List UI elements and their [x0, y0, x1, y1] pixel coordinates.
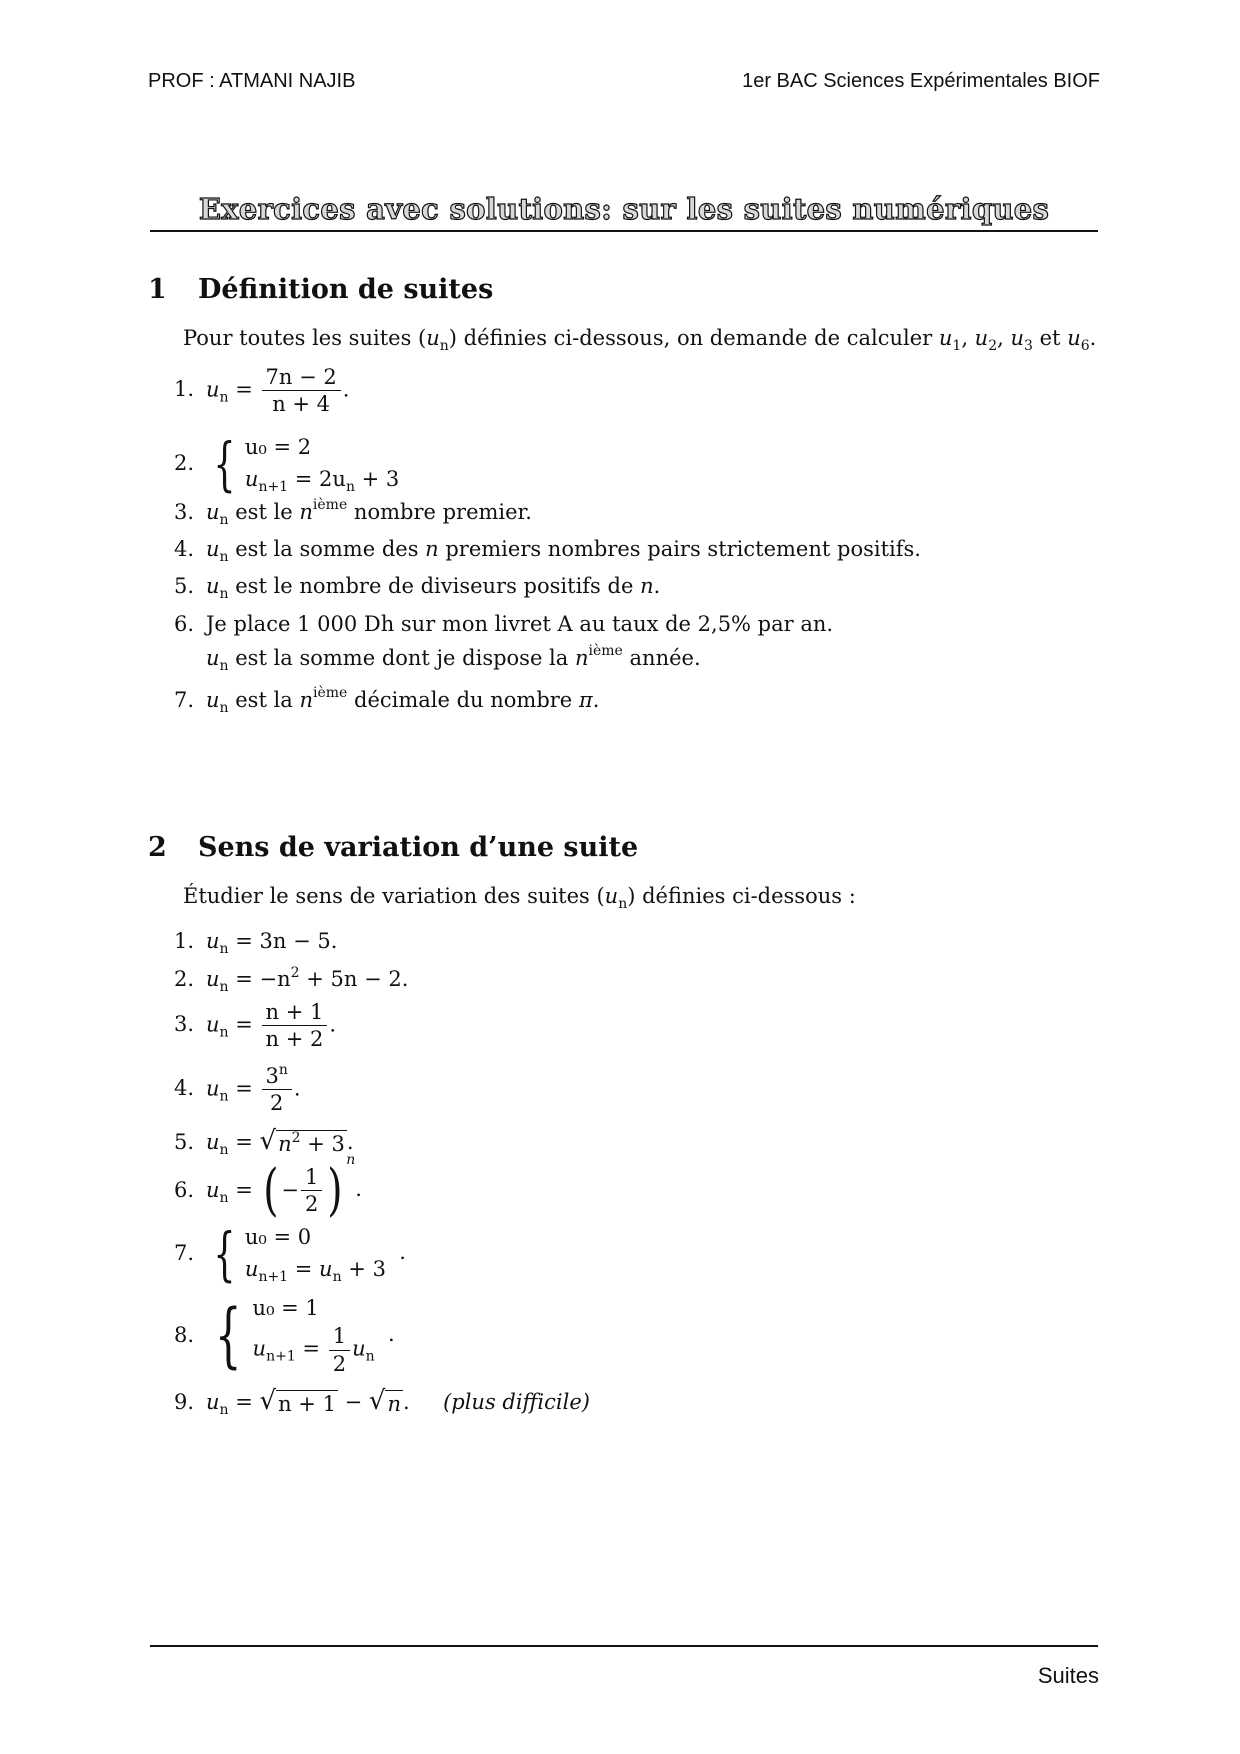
list-item: 3. $u_n$ est le $n^{ième}$ nombre premier.	[174, 497, 532, 528]
square-root: √ n	[368, 1386, 401, 1416]
fraction: $\frac{1}{2}$	[301, 1164, 322, 1218]
list-item: 2. $u_n = -n^2 + 5n - 2$.	[174, 965, 409, 995]
list-item: 8. { u₀ = 1 $u_{n+1}$ = $\frac{1}{2}$ $u_n$ .	[174, 1294, 395, 1377]
fraction: $\frac{7n - 2}{n + 4}$	[262, 364, 341, 418]
fraction: $\frac{3^n}{2}$	[262, 1063, 292, 1117]
list-item: 4. $u_n$ est la somme des n premiers nombres pairs strictement positifs.	[174, 537, 921, 565]
footer-rule	[150, 1645, 1098, 1647]
list-item-continuation: $u_n$ est la somme dont je dispose la $n^{ième}$ année.	[206, 643, 701, 674]
list-item: 7. $u_n$ est la $n^{ième}$ décimale du nombre π.	[174, 685, 600, 716]
section-title: Définition de suites	[198, 274, 494, 305]
section-number: 1	[148, 274, 167, 305]
square-root: √ n + 1	[259, 1386, 336, 1416]
document-title: Exercices avec solutions: sur les suites numériques	[198, 192, 1050, 226]
brace: {	[214, 1294, 242, 1377]
section-title: Sens de variation d’une suite	[198, 832, 639, 863]
list-item: 5. $u_n$ est le nombre de diviseurs positifs de n.	[174, 574, 661, 602]
list-item: 1. $u_n$ = $\frac{7n - 2}{n + 4}$ .	[174, 365, 350, 417]
list-item: 6. Je place 1 000 Dh sur mon livret A au taux de 2,5% par an.	[174, 612, 834, 636]
list-item: 7. { u₀ = 0 $u_{n+1} = u_n + 3$ .	[174, 1219, 406, 1288]
title-rule	[150, 230, 1098, 232]
list-item: 2. { u₀ = 2 $u_{n+1} = 2u_n + 3$	[174, 429, 400, 498]
list-item: 4. $u_n$ = $\frac{3^n}{2}$ .	[174, 1062, 301, 1116]
list-item: 6. $u_n$ = ( − $\frac{1}{2}$ ) $^n$.	[174, 1152, 362, 1223]
list-item: 3. $u_n$ = $\frac{n + 1}{n + 2}$ .	[174, 1000, 337, 1052]
square-root: √ $n^2 + 3$	[259, 1126, 345, 1156]
fraction: $\frac{1}{2}$	[329, 1323, 350, 1377]
section-1-heading	[148, 274, 493, 305]
section-1-intro: Pour toutes les suites $(u_n)$ définies ci-dessous, on demande de calculer $u_1$, $u_2$, $u_3$ et $u_6$.	[183, 326, 1097, 354]
fraction: $\frac{n + 1}{n + 2}$	[262, 999, 328, 1053]
brace: {	[213, 1219, 236, 1288]
header-level: 1er BAC Sciences Expérimentales BIOF	[742, 70, 1100, 92]
difficulty-note: (plus difficile)	[443, 1390, 590, 1414]
list-item: 1. $u_n = 3n - 5$.	[174, 929, 338, 957]
header-author: PROF : ATMANI NAJIB	[148, 70, 356, 92]
section-number: 2	[148, 832, 167, 863]
brace: {	[213, 429, 236, 498]
section-2-intro: Étudier le sens de variation des suites $(u_n)$ définies ci-dessous :	[183, 884, 856, 912]
list-item: 5. $u_n$ = √ $n^2 + 3$ .	[174, 1126, 354, 1158]
footer-label: Suites	[1037, 1663, 1099, 1688]
list-item: 9. $u_n$ = √ n + 1 − √ n . (plus difficile)	[174, 1386, 590, 1418]
section-2-heading	[148, 832, 638, 863]
